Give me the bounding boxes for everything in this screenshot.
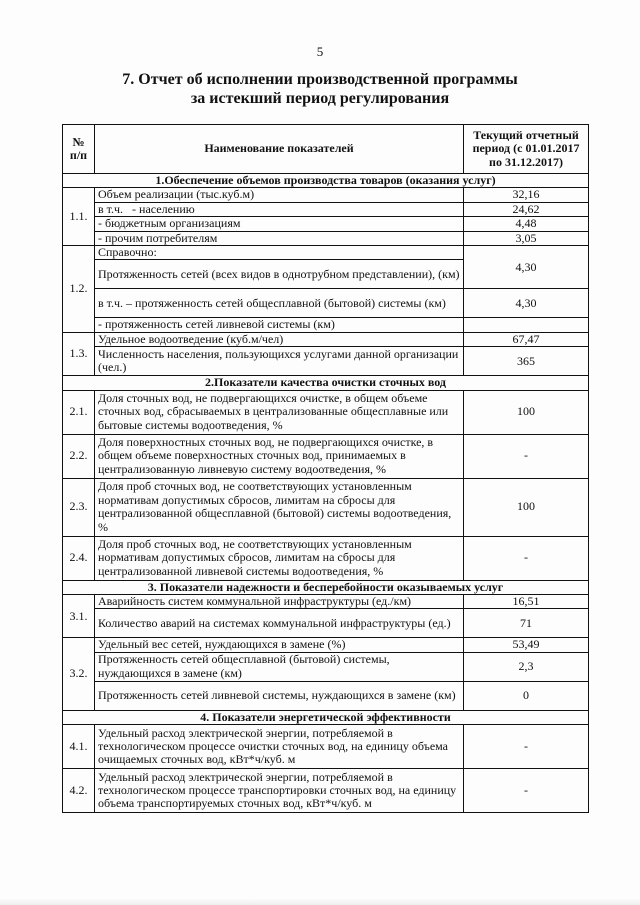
table-row [63, 289, 589, 318]
header-row [63, 125, 589, 174]
row-value: 100 [464, 478, 589, 536]
section-title: 3. Показатели надежности и бесперебойности оказываемых услуг [63, 580, 589, 594]
row-name: Удельный вес сетей, нуждающихся в замене (%) [95, 638, 464, 652]
row-value: 67,47 [464, 332, 589, 346]
table-row [63, 478, 589, 536]
row-value: 0 [464, 681, 589, 710]
row-name: Доля сточных вод, не подвергающихся очистке, в общем объеме сточных вод, сбрасываемых в централизованные общесплавные или бытовые системы водоотведения, % [95, 390, 464, 434]
section-row [63, 174, 589, 188]
row-value: - [464, 725, 589, 769]
table-row [63, 390, 589, 434]
row-prefix: в т.ч. [98, 202, 124, 216]
row-value: 4,30 [464, 289, 589, 318]
row-value: 4,30 [464, 246, 589, 289]
table-row [63, 217, 589, 231]
table-row [63, 318, 589, 332]
row-num: 1.1. [63, 188, 95, 246]
page-number: 5 [316, 44, 324, 59]
row-num: 4.1. [63, 725, 95, 769]
header-value: Текущий отчетный период (с 01.01.2017 по 31.12.2017) [464, 125, 589, 174]
section-title: 4. Показатели энергетической эффективности [63, 710, 589, 724]
row-value: 71 [464, 609, 589, 638]
section-title: 1.Обеспечение объемов производства товаров (оказания услуг) [63, 174, 589, 188]
header-num: № п/п [63, 125, 95, 174]
row-name: Протяженность сетей общесплавной (бытовой) системы, нуждающихся в замене (км) [95, 652, 464, 681]
row-num: 2.2. [63, 434, 95, 478]
row-num: 2.3. [63, 478, 95, 536]
section-title: 2.Показатели качества очистки сточных вод [63, 376, 589, 390]
row-name: - бюджетным организациям [95, 217, 464, 231]
table-row [63, 536, 589, 580]
row-value [464, 318, 589, 332]
row-num: 4.2. [63, 769, 95, 813]
row-name-text: - населению [132, 202, 195, 216]
table-row [63, 188, 589, 202]
table-row [63, 347, 589, 376]
row-value: 4,48 [464, 217, 589, 231]
table-row [63, 652, 589, 681]
row-name: Доля поверхностных сточных вод, не подвергающихся очистке, в общем объеме поверхностных сточных вод, принимаемых в централизованную ливневую систему водоотведения, % [95, 434, 464, 478]
row-value: - [464, 536, 589, 580]
row-value: 3,05 [464, 231, 589, 245]
table-row [63, 202, 589, 216]
row-name: Аварийность систем коммунальной инфраструктуры (ед./км) [95, 595, 464, 609]
row-num: 3.1. [63, 595, 95, 638]
row-name: Протяженность сетей ливневой системы, нуждающихся в замене (км) [95, 681, 464, 710]
row-value: 100 [464, 390, 589, 434]
row-name: - прочим потребителям [95, 231, 464, 245]
row-value: 32,16 [464, 188, 589, 202]
row-name: Справочно: [95, 246, 464, 260]
table-row [63, 725, 589, 769]
row-value: 24,62 [464, 202, 589, 216]
report-table [62, 124, 589, 813]
table-row [63, 332, 589, 346]
scan-edge [0, 898, 640, 905]
row-num: 2.4. [63, 536, 95, 580]
title-line-2: за истекший период регулирования [190, 90, 450, 107]
table-row [63, 638, 589, 652]
row-name: Удельный расход электрической энергии, потребляемой в технологическом процессе очистки сточных вод, на единицу объема очищаемых сточных вод, кВт*ч/куб. м [95, 725, 464, 769]
row-name: Протяженность сетей (всех видов в однотрубном представлении), (км) [95, 260, 464, 289]
row-name: Удельный расход электрической энергии, потребляемой в технологическом процессе транспортировки сточных вод, на единицу объема транспортируемых сточных вод, кВт*ч/куб. м [95, 769, 464, 813]
row-name: Доля проб сточных вод, не соответствующих установленным нормативам допустимых сбросов, лимитам на сбросы для централизованной общесплавной (бытовой) системы водоотведения, % [95, 478, 464, 536]
header-name: Наименование показателей [95, 125, 464, 174]
table-row [63, 609, 589, 638]
row-name: - протяженность сетей ливневой системы (км) [95, 318, 464, 332]
row-num: 3.2. [63, 638, 95, 710]
row-value: 16,51 [464, 595, 589, 609]
row-name: Объем реализации (тыс.куб.м) [95, 188, 464, 202]
row-num: 2.1. [63, 390, 95, 434]
table-row [63, 769, 589, 813]
table-row [63, 434, 589, 478]
row-value: - [464, 434, 589, 478]
section-row [63, 376, 589, 390]
row-value: 2,3 [464, 652, 589, 681]
section-row [63, 710, 589, 724]
table-row [63, 246, 589, 260]
row-name [95, 202, 464, 216]
row-value: - [464, 769, 589, 813]
table-row [63, 231, 589, 245]
row-value: 53,49 [464, 638, 589, 652]
title-line-1: 7. Отчет об исполнении производственной программы [122, 71, 518, 88]
row-name: Численность населения, пользующихся услугами данной организации (чел.) [95, 347, 464, 376]
row-name: Удельное водоотведение (куб.м/чел) [95, 332, 464, 346]
row-num: 1.3. [63, 332, 95, 375]
table-row [63, 595, 589, 609]
table-row [63, 681, 589, 710]
row-num: 1.2. [63, 246, 95, 333]
row-name: Количество аварий на системах коммунальной инфраструктуры (ед.) [95, 609, 464, 638]
report-title [0, 70, 640, 108]
row-name: в т.ч. – протяженность сетей общесплавной (бытовой) системы (км) [95, 289, 464, 318]
row-name: Доля проб сточных вод, не соответствующих установленным нормативам допустимых сбросов, лимитам на сбросы для централизованной ливневой системы водоотведения, % [95, 536, 464, 580]
section-row [63, 580, 589, 594]
row-value: 365 [464, 347, 589, 376]
